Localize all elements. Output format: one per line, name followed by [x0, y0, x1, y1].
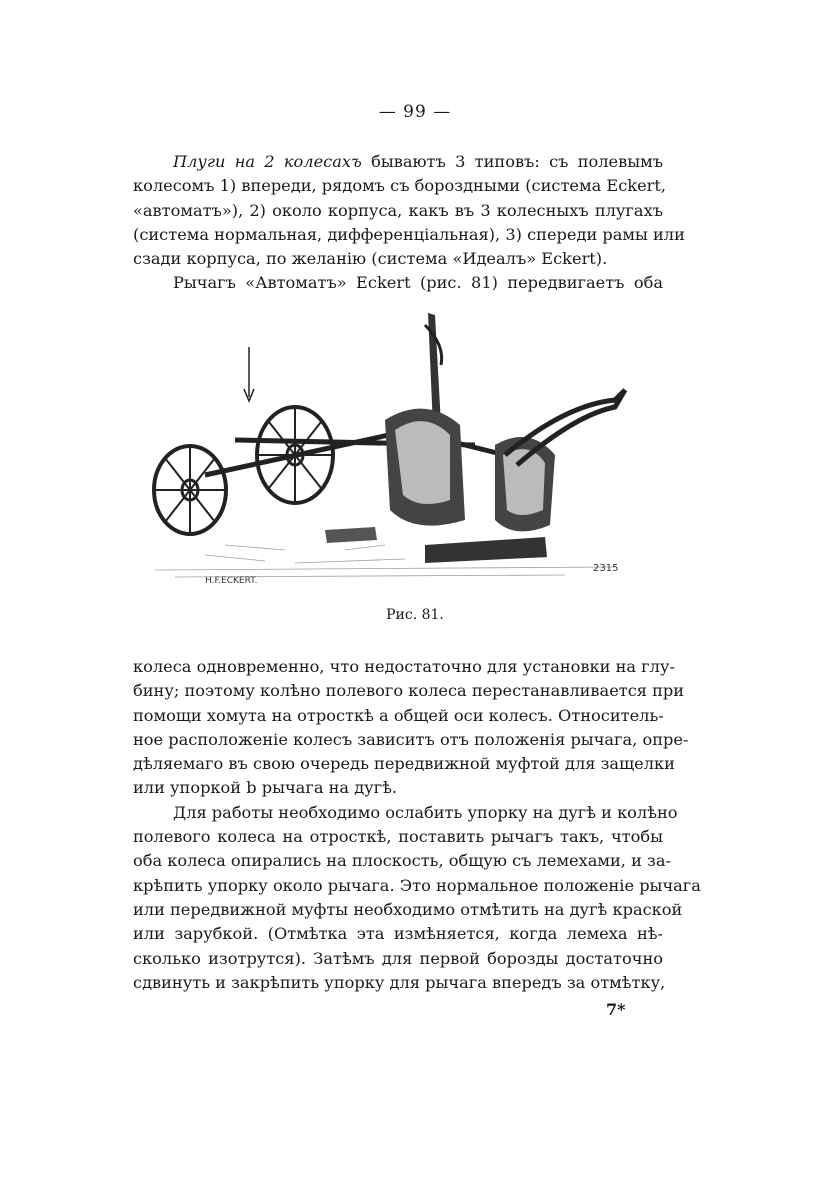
text-line	[133, 150, 663, 174]
text-line: помощи хомута на отросткѣ a общей оси колесъ. Относитель-	[133, 705, 664, 725]
text-line: Для работы необходимо ослабить упорку на дугѣ и колѣно	[173, 802, 678, 822]
text-line: сдвинуть и закрѣпить упорку для рычага впередъ за отмѣтку,	[133, 972, 666, 992]
printer-signature: 7*	[606, 1000, 626, 1019]
text-line-rest: бываютъ 3 типовъ: съ полевымъ	[361, 152, 664, 171]
text-line: крѣпить упорку около рычага. Это нормальное положеніе рычага	[133, 875, 701, 895]
text-line: полевого колеса на отросткѣ, поставить рычагъ такъ, чтобы	[133, 827, 663, 847]
text-line: ное расположеніе колесъ зависитъ отъ положенія рычага, опре-	[133, 729, 689, 749]
text-line: колесомъ 1) впереди, рядомъ съ бороздными (система Eckert,	[133, 176, 667, 196]
text-line: дѣляемаго въ свою очередь передвижной муфтой для защелки	[133, 754, 675, 774]
paragraph-plough-types	[133, 150, 685, 296]
text-line: (система нормальная, дифференціальная), 3) спереди рамы или	[133, 224, 685, 244]
text-line: или зарубкой. (Отмѣтка эта измѣняется, когда лемеха нѣ-	[133, 924, 663, 944]
text-line: сзади корпуса, по желанію (система «Идеалъ» Eckert).	[133, 249, 608, 269]
paragraph-lever-adjustment	[133, 655, 701, 995]
text-line: оба колеса опирались на плоскость, общую съ лемехами, и за-	[133, 851, 671, 871]
text-line: или упоркой b рычага на дугѣ.	[133, 778, 398, 798]
plough-engraving-icon	[145, 305, 655, 595]
italic-heading: Плуги на 2 колесахъ	[173, 152, 362, 171]
text-line: или передвижной муфты необходимо отмѣтить на дугѣ краской	[133, 899, 683, 919]
maker-mark: H.F.ECKERT.	[205, 576, 258, 586]
text-line: «автоматъ»), 2) около корпуса, какъ въ 3 колесныхъ плугахъ	[133, 200, 663, 220]
plate-number: 2315	[593, 563, 619, 574]
figure-plough-illustration	[145, 305, 655, 595]
text-line: Рычагъ «Автоматъ» Eckert (рис. 81) передвигаетъ оба	[173, 273, 663, 293]
text-line: бину; поэтому колѣно полевого колеса перестанавливается при	[133, 681, 685, 701]
page-number: — 99 —	[378, 102, 452, 122]
figure-caption: Рис. 81.	[386, 607, 444, 623]
text-line: колеса одновременно, что недостаточно для установки на глу-	[133, 657, 675, 676]
text-line: сколько изотрутся). Затѣмъ для первой борозды достаточно	[133, 948, 663, 968]
